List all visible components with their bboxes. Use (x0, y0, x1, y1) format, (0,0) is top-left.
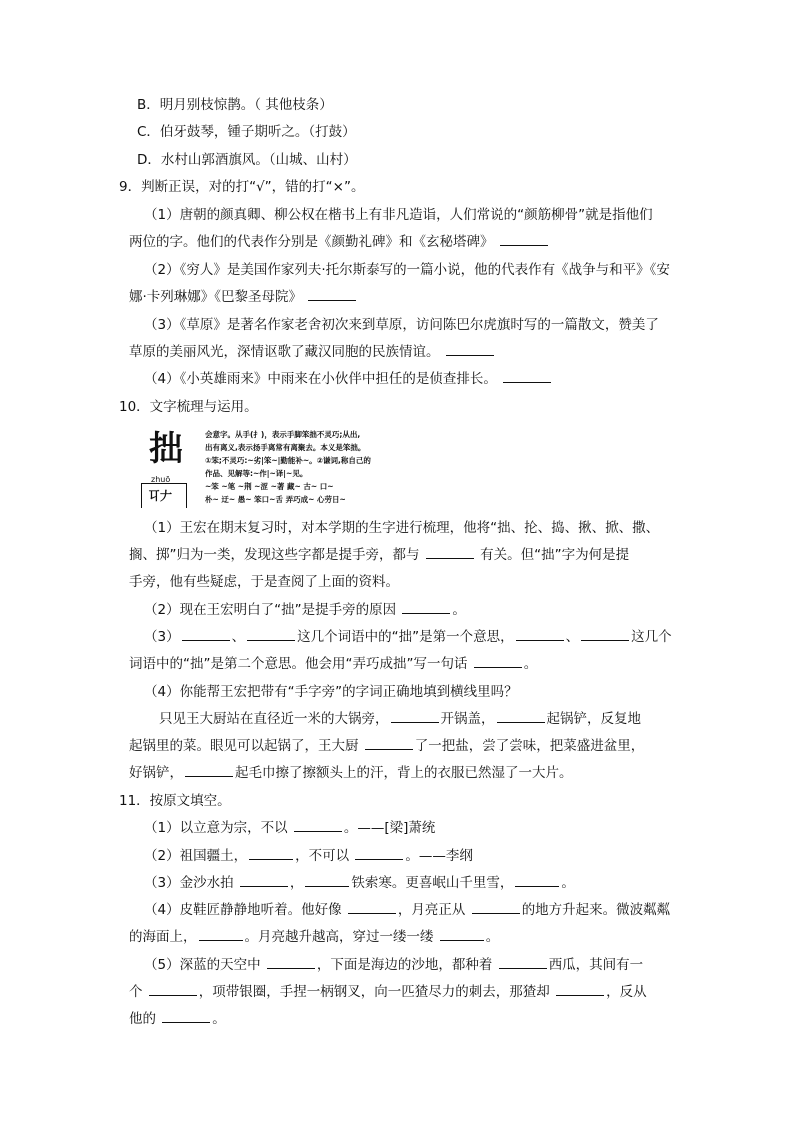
q11-item1-end: 。——[梁]萧统 (343, 820, 436, 836)
dictionary-line6: 朴~ 迂~ 愚~ 笨口~舌 弄巧成~ 心劳日~ (205, 495, 346, 504)
q10-item3-text2: 这几个 (631, 629, 672, 645)
q9-item3-line1: （3）《草原》是著名作家老舍初次来到草原，访问陈巴尔虎旗时写的一篇散文，赞美了 (144, 317, 659, 333)
q9-item3-text: 草原的美丽风光，深情讴歌了藏汉同胞的民族情谊。 (129, 344, 440, 360)
q10-item3-blank3[interactable] (516, 628, 564, 641)
q11-item4-line1 (144, 901, 670, 919)
q10-item3-sep2: 、 (565, 629, 580, 645)
q11-item3-text1: （3）金沙水拍 (144, 875, 234, 891)
q11-item5-text4: 个 (129, 984, 143, 1000)
q10-item4-prompt: （4）你能帮王宏把带有“手字旁”的字词正确地填到横线里吗？ (144, 684, 518, 700)
q9-item2-line1: （2）《穷人》是美国作家列夫·托尔斯泰写的一篇小说，他的代表作有《战争与和平》《安 (144, 262, 670, 278)
q10-item1-line3: 手旁，他有些疑虑，于是查阅了上面的资料。 (129, 574, 399, 590)
q9-item2-line2 (129, 288, 358, 306)
q11-item4-text2: ，月亮正从 (397, 902, 466, 918)
q11-item4-blank3[interactable] (199, 928, 243, 941)
q10-item1-line2 (129, 546, 629, 564)
q10-item4-text2: 开锅盖， (440, 711, 495, 727)
q9-item4-text: （4）《小英雄雨来》中雨来在小伙伴中担任的是侦查排长。 (144, 371, 497, 387)
q11-item2-end: 。——李纲 (405, 848, 473, 864)
q10-item2-end: 。 (452, 602, 466, 618)
dictionary-line2: 出有离义,表示扬手离常有离聚去。本义是笨拙。 (205, 443, 366, 452)
q11-item4-blank1[interactable] (348, 901, 396, 914)
q9-item2-answer-blank[interactable] (308, 288, 356, 301)
q11-item3 (144, 874, 575, 892)
q11-item2 (144, 847, 473, 865)
q10-item3-blank1[interactable] (182, 628, 230, 641)
q11-item4-text4: 的海面上， (129, 929, 197, 945)
q11-item5-blank4[interactable] (556, 983, 604, 996)
q9-item2-text: 娜·卡列琳娜》《巴黎圣母院》 (129, 289, 303, 305)
dictionary-line5: ~笨 ~笔 ~荆 ~涩 ~著 藏~ 古~ 口~ (205, 482, 334, 491)
q11-item4-text5: 。月亮越升越高，穿过一缕一缕 (244, 929, 434, 945)
q10-item3-end: 。 (523, 656, 538, 672)
q10-item1-text-a: 搁、掷”归为一类，发现这些字都是提手旁，都与 (129, 547, 420, 563)
q9-item1-answer-blank[interactable] (500, 233, 548, 246)
q11-item5-text6: ，反从 (606, 984, 647, 1000)
q11-item2-blank1[interactable] (249, 847, 293, 860)
q10-item4-text7: 起毛巾擦了擦额头上的汗，背上的衣服已然湿了一大片。 (235, 765, 573, 781)
q10-item1-line1: （1）王宏在期末复习时，对本学期的生字进行梳理，他将“拙、抡、捣、揪、掀、撒、 (144, 520, 660, 536)
q10-item4-para-line2 (129, 737, 644, 755)
q11-item3-blank3[interactable] (515, 874, 559, 887)
q11-heading: 11．按原文填空。 (119, 793, 231, 809)
q10-item4-blank3[interactable] (365, 737, 413, 750)
q11-item5-end: 。 (212, 1011, 226, 1027)
q10-item3-text1: 这几个词语中的“拙”是第一个意思， (297, 629, 514, 645)
q11-item4-blank2[interactable] (472, 901, 520, 914)
dictionary-line4: 作品、见解等:~作|~译|~见。 (205, 469, 308, 478)
seal-script-frame (141, 483, 187, 508)
q11-item5-text1: （5）深蓝的天空中 (144, 957, 261, 973)
q11-item2-blank2[interactable] (355, 847, 403, 860)
q9-item1-line1: （1）唐朝的颜真卿、柳公权在楷书上有非凡造诣，人们常说的“颜筋柳骨”就是指他们 (144, 207, 653, 223)
q11-item1 (144, 819, 435, 837)
q10-item3-blank2[interactable] (247, 628, 295, 641)
q10-item3-sentence-blank[interactable] (474, 655, 522, 668)
q11-item5-line1 (144, 956, 643, 974)
q11-item4-text3: 的地方升起来。微波粼粼 (521, 902, 671, 918)
q11-item4-blank4[interactable] (440, 928, 484, 941)
q9-item4-answer-blank[interactable] (503, 370, 551, 383)
q11-item4-end: 。 (485, 929, 500, 945)
dictionary-pinyin: zhuō (151, 475, 171, 484)
q10-item4-blank1[interactable] (391, 710, 439, 723)
q10-item3-blank4[interactable] (581, 628, 629, 641)
q11-item3-text2: 铁索寒。更喜岷山千里雪， (351, 875, 514, 891)
q10-item2-text: （2）现在王宏明白了“拙”是提手旁的原因 (144, 602, 397, 618)
dictionary-line1: 会意字。从手(扌)，表示手脚笨拙不灵巧;从出, (205, 430, 361, 439)
q9-item1-text: 两位的字。他们的代表作分别是《颜勤礼碑》和《玄秘塔碑》 (129, 234, 494, 250)
q9-item3-line2 (129, 343, 496, 361)
q9-item3-answer-blank[interactable] (446, 343, 494, 356)
q10-item4-text6: 好锅铲， (129, 765, 183, 781)
q11-item4-line2 (129, 928, 499, 946)
q10-item4-text4: 起锅里的菜。眼见可以起锅了，王大厨 (129, 738, 359, 754)
q11-item5-text5: ，项带银圈，手捏一柄钢叉，向一匹猹尽力的刺去，那猹却 (198, 984, 550, 1000)
dictionary-glyph: 拙 (149, 429, 183, 469)
q11-item5-line2 (129, 983, 647, 1001)
q10-item3-sep1: 、 (231, 629, 246, 645)
q11-item5-blank2[interactable] (499, 956, 547, 969)
seal-script-glyph: 㔿𠂇 (148, 489, 173, 503)
q11-item5-blank3[interactable] (149, 983, 197, 996)
q9-item4-line (144, 370, 553, 388)
q10-item4-para-line1 (159, 710, 641, 728)
q11-item4-text1: （4）皮鞋匠静静地听着。他好像 (144, 902, 342, 918)
q9-item1-line2 (129, 233, 550, 251)
q10-item4-text1: 只见王大厨站在直径近一米的大锅旁， (159, 711, 389, 727)
q11-item1-text: （1）以立意为宗，不以 (144, 820, 288, 836)
q10-item3-line1 (144, 628, 672, 646)
q11-item3-sep: ， (289, 875, 304, 891)
q10-item3-line2 (129, 655, 537, 673)
q11-item5-text3: 西瓜，其间有一 (548, 957, 644, 973)
q10-item1-text-b: 有关。但“拙”字为何是提 (480, 547, 630, 563)
q11-item5-blank5[interactable] (162, 1010, 210, 1023)
q10-item4-para-line3 (129, 764, 573, 782)
q8-option-d: D．水村山郭酒旗风。（山城、山村） (137, 152, 357, 168)
q10-item4-blank2[interactable] (497, 710, 545, 723)
q10-item2-blank[interactable] (402, 601, 450, 614)
dictionary-line3: ①笨;不灵巧:~劣|笨~|勤能补~。②谦词,称自己的 (205, 456, 371, 465)
q11-item3-blank1[interactable] (240, 874, 288, 887)
q11-item3-blank2[interactable] (305, 874, 349, 887)
q10-item4-text3: 起锅铲，反复地 (546, 711, 641, 727)
q8-option-c: C．伯牙鼓琴，锺子期听之。（打鼓） (137, 124, 356, 140)
q11-item3-end: 。 (561, 875, 575, 891)
q9-heading: 9．判断正误，对的打“√”，错的打“×”。 (119, 179, 365, 195)
q10-item4-blank4[interactable] (185, 764, 233, 777)
dictionary-entry-image (141, 427, 377, 509)
q11-item5-text2: ，下面是海边的沙地，都种着 (316, 957, 493, 973)
q10-item2-line (144, 601, 466, 619)
q10-heading: 10．文字梳理与运用。 (119, 399, 258, 415)
q8-option-b: B．明月别枝惊鹊。（ 其他枝条） (137, 97, 333, 113)
q11-item2-text1: （2）祖国疆土， (144, 848, 248, 864)
q10-item3-text3: 词语中的“拙”是第二个意思。他会用“弄巧成拙”写一句话 (129, 656, 468, 672)
q11-item2-text2: ，不可以 (295, 848, 350, 864)
q11-item5-text7: 他的 (129, 1011, 156, 1027)
q11-item5-line3 (129, 1010, 226, 1028)
q10-item4-text5: 了一把盐，尝了尝味，把菜盛进盆里， (414, 738, 645, 754)
q10-item1-blank[interactable] (426, 546, 474, 559)
q10-item3-label: （3） (144, 629, 180, 645)
q11-item5-blank1[interactable] (267, 956, 315, 969)
q11-item1-blank[interactable] (294, 819, 342, 832)
